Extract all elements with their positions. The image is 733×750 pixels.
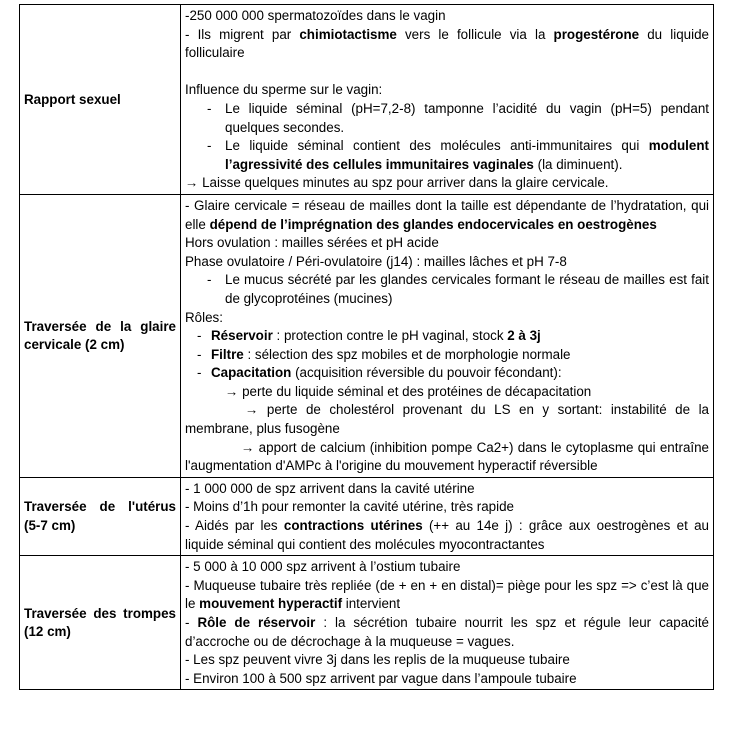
text-line: Hors ovulation : mailles sérées et pH acide: [185, 235, 439, 251]
row-content: [181, 5, 714, 195]
content-table: [19, 4, 714, 690]
table-row: [20, 556, 714, 690]
bullet-item: - Le liquide séminal contient des molécules anti-immunitaires qui modulent l’agressivité des cellules immunitaires vaginales (la diminuent).: [207, 138, 709, 172]
text-line: Influence du sperme sur le vagin:: [185, 82, 383, 98]
text-line: - Ils migrent par chimiotactisme vers le follicule via la progestérone du liquide folliculaire: [185, 26, 709, 61]
bullet-item: - Capacitation (acquisition réversible du pouvoir fécondant):: [197, 365, 562, 381]
text-line: - 5 000 à 10 000 spz arrivent à l’ostium tubaire: [185, 559, 461, 575]
text-line: - Rôle de réservoir : la sécrétion tubaire nourrit les spz et régule leur capacité d’accroche ou de décrochage à la muqueuse = vagues.: [185, 615, 709, 649]
row-label: Traversée de l'utérus (5-7 cm): [20, 477, 181, 555]
table-row: [20, 477, 714, 555]
text-line: - Les spz peuvent vivre 3j dans les replis de la muqueuse tubaire: [185, 652, 570, 668]
table-row: [20, 5, 714, 195]
text-line: - Muqueuse tubaire très repliée (de + en + en distal)= piège pour les spz => c’est là que le mouvement hyperactif intervient: [185, 577, 709, 612]
text-line: → apport de calcium (inhibition pompe Ca2+) dans le cytoplasme qui entraîne l'augmentation d'AMPc à l'origine du mouvement hyperactif réversible: [185, 439, 709, 474]
row-content: [181, 194, 714, 477]
bullet-item: - Le mucus sécrété par les glandes cervicales formant le réseau de mailles est fait de glycoprotéines (mucines): [207, 272, 709, 306]
row-content: [181, 477, 714, 555]
bullet-item: - Filtre : sélection des spz mobiles et de morphologie normale: [197, 346, 571, 362]
text-line: - Glaire cervicale = réseau de mailles dont la taille est dépendante de l’hydratation, qui elle dépend de l’imprégnation des glandes endocervicales en oestrogènes: [185, 197, 709, 232]
text-line: → Laisse quelques minutes au spz pour arriver dans la glaire cervicale.: [185, 175, 609, 191]
text-line: - Environ 100 à 500 spz arrivent par vague dans l’ampoule tubaire: [185, 670, 577, 686]
bullet-item: - Le liquide séminal (pH=7,2-8) tamponne l’acidité du vagin (pH=5) pendant quelques secondes.: [207, 100, 709, 135]
table-row: [20, 194, 714, 477]
text-line: → perte du liquide séminal et des protéines de décapacitation: [225, 383, 592, 399]
row-content: [181, 556, 714, 690]
text-line: -250 000 000 spermatozoïdes dans le vagin: [185, 8, 446, 23]
text-line: Rôles:: [185, 309, 223, 325]
row-label: Traversée des trompes (12 cm): [20, 556, 181, 690]
text-line: Phase ovulatoire / Péri-ovulatoire (j14) : mailles lâches et pH 7-8: [185, 253, 567, 269]
bullet-item: - Réservoir : protection contre le pH vaginal, stock 2 à 3j: [197, 328, 541, 344]
text-line: - 1 000 000 de spz arrivent dans la cavité utérine: [185, 480, 475, 496]
row-label: Rapport sexuel: [20, 5, 181, 195]
text-line: - Aidés par les contractions utérines (++ au 14e j) : grâce aux oestrogènes et au liquide séminal qui contient des molécules myocontractantes: [185, 518, 709, 552]
row-label: Traversée de la glaire cervicale (2 cm): [20, 194, 181, 477]
text-line: - Moins d’1h pour remonter la cavité utérine, très rapide: [185, 499, 514, 515]
text-line: → perte de cholestérol provenant du LS en y sortant: instabilité de la membrane, plus fusogène: [185, 402, 709, 437]
